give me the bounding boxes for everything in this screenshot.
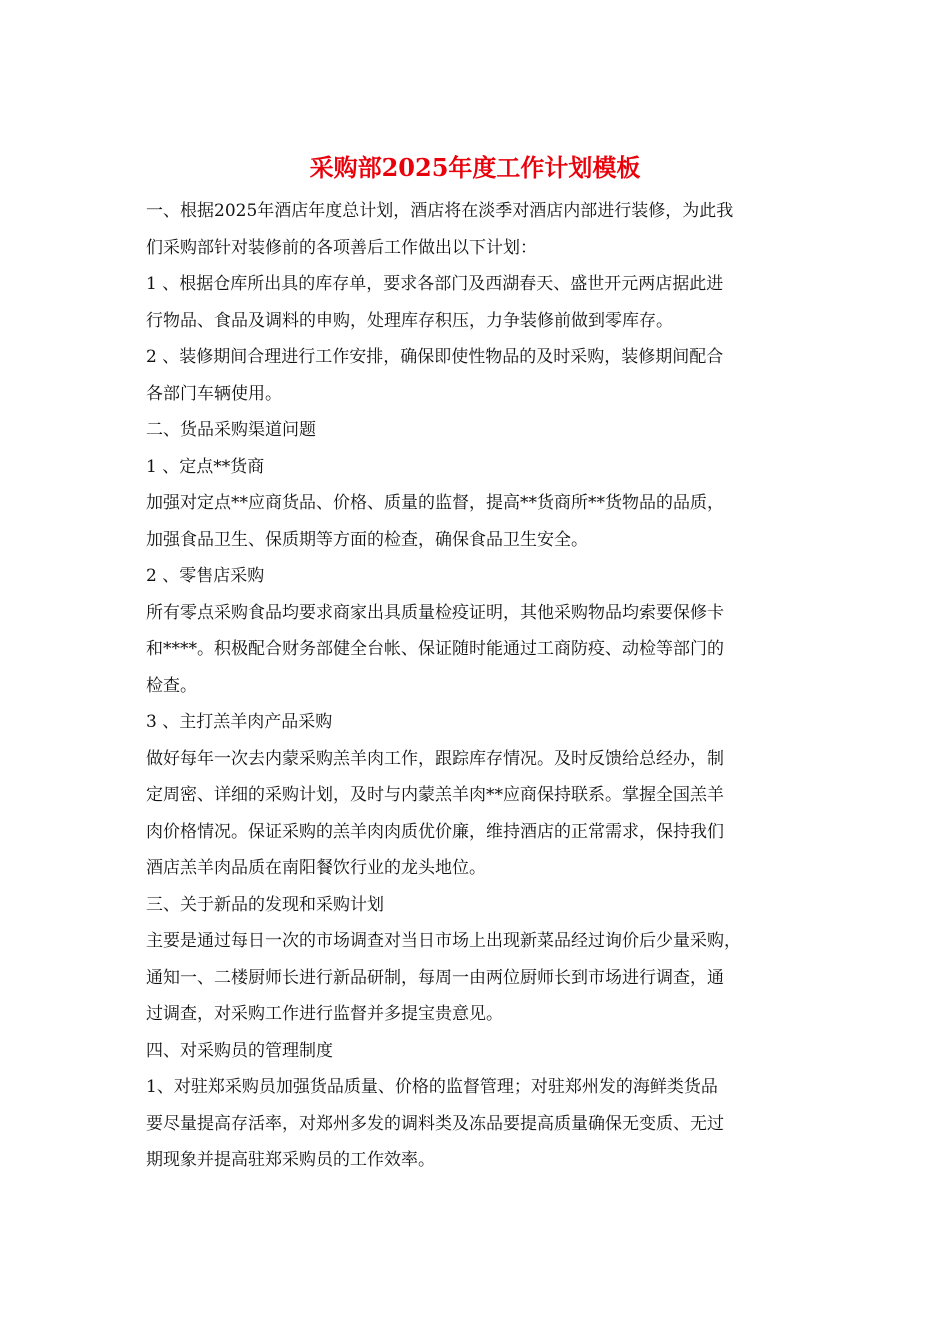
text-line: 做好每年一次去内蒙采购羔羊肉工作，跟踪库存情况。及时反馈给总经办，制 — [146, 748, 724, 769]
text-line: 一、根据2025年酒店年度总计划，酒店将在淡季对酒店内部进行装修，为此我 — [146, 201, 734, 221]
text-line: 定周密、详细的采购计划，及时与内蒙羔羊肉**应商保持联系。掌握全国羔羊 — [146, 785, 724, 805]
text-line: 酒店羔羊肉品质在南阳餐饮行业的龙头地位。 — [146, 858, 486, 878]
text-line: 和****。积极配合财务部健全台帐、保证随时能通过工商防疫、动检等部门的 — [146, 639, 724, 659]
subsection-heading: 2 、零售店采购 — [146, 566, 265, 586]
text-line: 1、对驻郑采购员加强货品质量、价格的监督管理；对驻郑州发的海鲜类货品 — [146, 1077, 718, 1097]
text-line: 各部门车辆使用。 — [146, 383, 282, 404]
text-line: 期现象并提高驻郑采购员的工作效率。 — [146, 1150, 435, 1170]
subsection-heading: 1 、定点**货商 — [146, 456, 265, 477]
text-line: 行物品、食品及调料的申购，处理库存积压，力争装修前做到零库存。 — [146, 310, 673, 331]
text-line: 加强对定点**应商货品、价格、质量的监督，提高**货商所**货物品的品质， — [146, 493, 724, 513]
section-heading: 四、对采购员的管理制度 — [146, 1040, 333, 1061]
text-line: 通知一、二楼厨师长进行新品研制，每周一由两位厨师长到市场进行调查，通 — [146, 967, 724, 988]
text-line: 加强食品卫生、保质期等方面的检查，确保食品卫生安全。 — [146, 529, 588, 550]
text-line: 要尽量提高存活率，对郑州多发的调料类及冻品要提高质量确保无变质、无过 — [146, 1113, 724, 1134]
text-line: 1 、根据仓库所出具的库存单，要求各部门及西湖春天、盛世开元两店据此进 — [146, 274, 724, 294]
document-body — [146, 193, 818, 1179]
text-line: 主要是通过每日一次的市场调查对当日市场上出现新菜品经过询价后少量采购， — [146, 931, 741, 951]
subsection-heading: 3 、主打羔羊肉产品采购 — [146, 712, 333, 732]
text-line: 2 、装修期间合理进行工作安排，确保即使性物品的及时采购，装修期间配合 — [146, 347, 724, 367]
section-heading: 二、货品采购渠道问题 — [146, 420, 316, 440]
text-line: 们采购部针对装修前的各项善后工作做出以下计划： — [146, 237, 537, 258]
text-line: 肉价格情况。保证采购的羔羊肉肉质优价廉，维持酒店的正常需求，保持我们 — [146, 821, 724, 842]
text-line: 过调查，对采购工作进行监督并多提宝贵意见。 — [146, 1004, 503, 1024]
text-line: 检查。 — [146, 675, 197, 696]
section-heading: 三、关于新品的发现和采购计划 — [146, 894, 384, 915]
document-title: 采购部2025年度工作计划模板 — [309, 153, 641, 182]
text-line: 所有零点采购食品均要求商家出具质量检疫证明，其他采购物品均索要保修卡 — [146, 602, 724, 623]
